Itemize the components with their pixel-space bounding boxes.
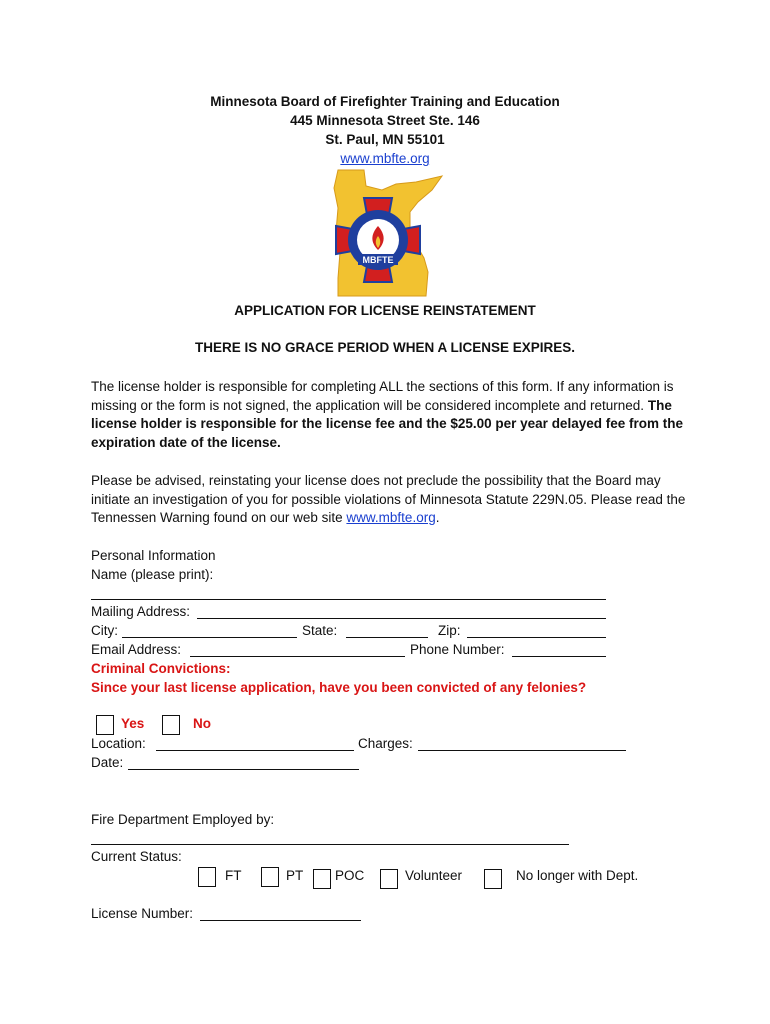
location-label: Location: [91,736,146,751]
license-number-label: License Number: [91,906,194,921]
poc-label: POC [335,868,365,883]
current-status-label: Current Status: [91,849,182,864]
no-label: No [193,716,211,731]
svg-text:MBFTE: MBFTE [362,255,394,265]
ft-label: FT [225,868,242,883]
mailing-field[interactable] [197,618,606,619]
tennessen-link[interactable]: www.mbfte.org [346,510,436,525]
charges-field[interactable] [418,750,626,751]
location-field[interactable] [156,750,354,751]
license-number-field[interactable] [200,920,361,921]
letterhead [0,92,770,168]
state-label: State: [302,623,338,638]
grace-period-notice: THERE IS NO GRACE PERIOD WHEN A LICENSE EXPIRES. [194,340,576,355]
responsibility-text: The license holder is responsible for completing ALL the sections of this form. If any information is missing or the form is not signed, the application will be considered incomplete and returned. [91,379,674,413]
personal-info-heading: Personal Information [91,548,216,563]
state-field[interactable] [346,637,428,638]
mbfte-logo [320,168,444,298]
fire-dept-field[interactable] [91,844,569,845]
date-field[interactable] [128,769,359,770]
criminal-heading: Criminal Convictions: [91,661,231,676]
volunteer-checkbox[interactable] [380,869,398,889]
zip-label: Zip: [438,623,461,638]
no-longer-label: No longer with Dept. [516,868,639,883]
name-label: Name (please print): [91,567,214,582]
ft-checkbox[interactable] [198,867,216,887]
no-checkbox[interactable] [162,715,180,735]
website-link[interactable]: www.mbfte.org [340,151,430,166]
responsibility-paragraph [91,378,691,452]
charges-label: Charges: [358,736,413,751]
yes-checkbox[interactable] [96,715,114,735]
name-field[interactable] [91,599,606,600]
org-address: 445 Minnesota Street Ste. 146 [290,113,480,128]
phone-label: Phone Number: [410,642,505,657]
email-label: Email Address: [91,642,182,657]
investigation-text: Please be advised, reinstating your license does not preclude the possibility that the Board may initiate an investigation of you for possible violations of Minnesota Statute 229N.05. Please read the Tennessen Warning found on our web site [91,473,686,525]
phone-field[interactable] [512,656,606,657]
city-label: City: [91,623,118,638]
mailing-label: Mailing Address: [91,604,191,619]
yes-label: Yes [121,716,145,731]
fee-notice: The license holder is responsible for the license fee and the $25.00 per year delayed fee from the expiration date of the license. [91,397,683,450]
org-city: St. Paul, MN 55101 [325,132,445,147]
email-field[interactable] [190,656,405,657]
poc-checkbox[interactable] [313,869,331,889]
date-label: Date: [91,755,124,770]
application-title: APPLICATION FOR LICENSE REINSTATEMENT [234,303,536,318]
pt-checkbox[interactable] [261,867,279,887]
zip-field[interactable] [467,637,606,638]
org-name: Minnesota Board of Firefighter Training and Education [210,94,560,109]
no-longer-checkbox[interactable] [484,869,502,889]
fire-dept-label: Fire Department Employed by: [91,812,275,827]
pt-label: PT [286,868,304,883]
volunteer-label: Volunteer [405,868,463,883]
city-field[interactable] [122,637,297,638]
investigation-paragraph: Please be advised, reinstating your license does not preclude the possibility that the Board may initiate an investigation of you for possible violations of Minnesota Statute 229N.05. Please read the Tennessen Warning found on our web site www.mbfte.org. [91,473,686,525]
felony-question: Since your last license application, have you been convicted of any felonies? [91,680,587,695]
